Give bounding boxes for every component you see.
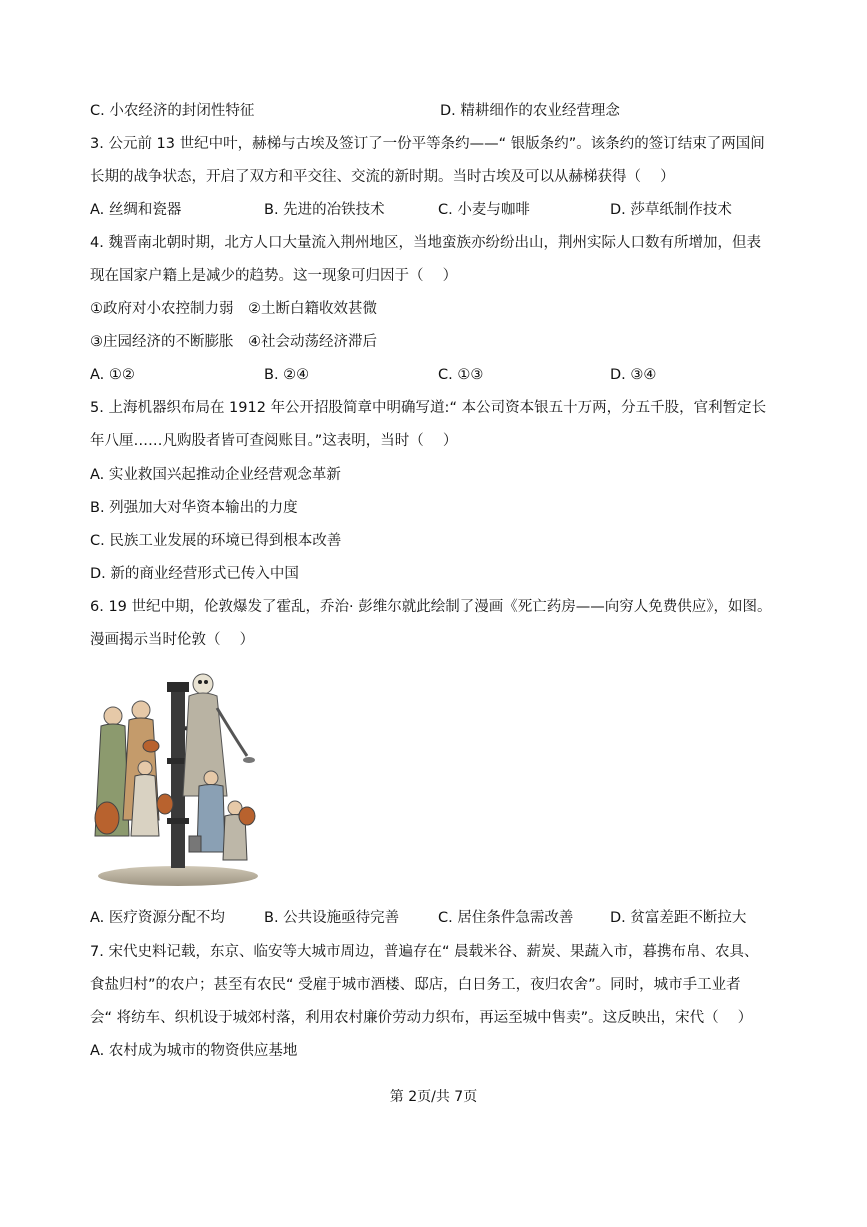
q5-option-a: A. 实业救国兴起推动企业经营观念革新 (90, 467, 341, 483)
q4-stem-line1: 4. 魏晋南北朝时期，北方人口大量流入荆州地区，当地蛮族亦纷纷出山，荆州实际人口数有所增加，但表 (90, 235, 761, 251)
q7-stem-line3: 会“ 将纺车、织机设于城郊村落，利用农村廉价劳动力织布，再运至城中售卖”。这反映出，宋代（ ） (90, 1010, 753, 1026)
q6-stem-line1: 6. 19 世纪中期，伦敦爆发了霍乱，乔治· 彭维尔就此绘制了漫画《死亡药房——向穷人免费供应》，如图。 (90, 599, 772, 615)
q3-stem-line1: 3. 公元前 13 世纪中叶，赫梯与古埃及签订了一份平等条约——“ 银版条约”。该条约的签订结束了两国间 (90, 136, 765, 152)
q2-option-c: C. 小农经济的封闭性特征 (90, 103, 255, 119)
q6-option-d: D. 贫富差距不断拉大 (610, 910, 747, 926)
q6-option-b: B. 公共设施亟待完善 (264, 910, 400, 926)
q3-option-d: D. 莎草纸制作技术 (610, 202, 732, 218)
q7-stem-line2: 食盐归村”的农户；甚至有农民“ 受雇于城市酒楼、邸店，白日务工，夜归农舍”。同时，城市手工业者 (90, 977, 741, 993)
q5-stem-line1: 5. 上海机器织布局在 1912 年公开招股简章中明确写道:“ 本公司资本银五十万两，分五千股，官利暂定长 (90, 400, 767, 416)
q3-option-b: B. 先进的冶铁技术 (264, 202, 385, 218)
q6-option-a: A. 医疗资源分配不均 (90, 910, 225, 926)
q4-stem-line2: 现在国家户籍上是减少的趋势。这一现象可归因于（ ） (90, 268, 458, 284)
death-dispensary-cartoon (93, 668, 263, 888)
q4-statement-3-4: ③庄园经济的不断膨胀 ④社会动荡经济滞后 (90, 334, 377, 350)
q5-option-c: C. 民族工业发展的环境已得到根本改善 (90, 533, 342, 549)
ground-shadow (98, 866, 258, 886)
q2-option-d: D. 精耕细作的农业经营理念 (440, 103, 620, 119)
q3-stem-line2: 长期的战争状态，开启了双方和平交往、交流的新时期。当时古埃及可以从赫梯获得（ ） (90, 169, 675, 185)
skeleton-figure (183, 674, 255, 796)
q3-option-a: A. 丝绸和瓷器 (90, 202, 182, 218)
q5-option-b: B. 列强加大对华资本输出的力度 (90, 500, 298, 516)
q3-option-c: C. 小麦与咖啡 (438, 202, 530, 218)
q5-option-d: D. 新的商业经营形式已传入中国 (90, 566, 299, 582)
q4-option-a: A. ①② (90, 367, 135, 383)
q4-option-d: D. ③④ (610, 367, 657, 383)
q7-stem-line1: 7. 宋代史料记载，东京、临安等大城市周边，普遍存在“ 晨载米谷、薪炭、果蔬入市，暮携布帛、农具、 (90, 944, 759, 960)
q6-option-c: C. 居住条件急需改善 (438, 910, 574, 926)
q7-option-a: A. 农村成为城市的物资供应基地 (90, 1043, 298, 1059)
q5-stem-line2: 年八厘……凡购股者皆可查阅账目。”这表明，当时（ ） (90, 433, 458, 449)
q4-option-c: C. ①③ (438, 367, 484, 383)
q4-statement-1-2: ①政府对小农控制力弱 ②土断白籍收效甚微 (90, 301, 377, 317)
page-footer: 第 2页/共 7页 (389, 1089, 478, 1105)
q6-stem-line2: 漫画揭示当时伦敦（ ） (90, 632, 255, 648)
q4-option-b: B. ②④ (264, 367, 310, 383)
